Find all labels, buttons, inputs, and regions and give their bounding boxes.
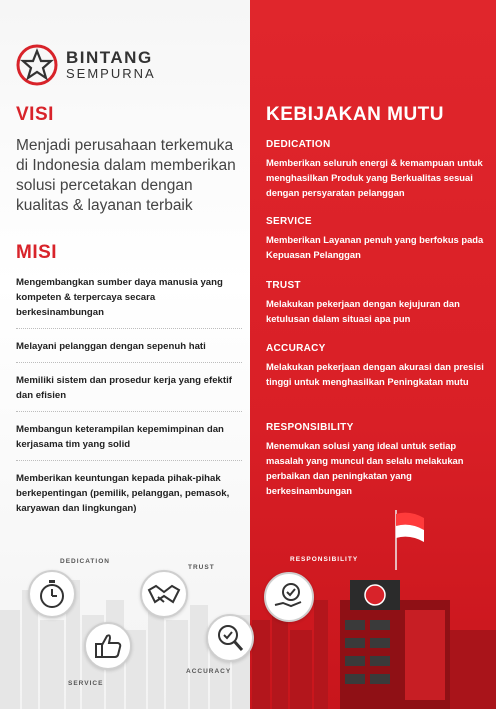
misi-item: Memiliki sistem dan prosedur kerja yang efektif dan efisien [16,373,242,412]
accuracy-label: ACCURACY [186,668,232,675]
visi-title: VISI [16,104,54,125]
kebijakan-title: KEBIJAKAN MUTU [266,104,444,125]
handshake-icon [146,576,182,612]
kebijakan-head: TRUST [266,280,301,291]
star-logo-icon [16,44,58,86]
kebijakan-item-accuracy [266,342,488,389]
accuracy-circle [206,614,254,662]
hand-check-icon [271,579,307,615]
kebijakan-head: SERVICE [266,216,312,227]
trust-label: TRUST [188,564,215,571]
thumbs-up-icon [90,628,126,664]
stopwatch-icon [34,576,70,612]
brand-logo [16,44,156,86]
kebijakan-desc: Menemukan solusi yang ideal untuk setiap masalah yang muncul dan selalu melakukan perbaikan dan peningkatan yang berkesinambungan [266,440,464,496]
visi-text: Menjadi perusahaan terkemuka di Indonesia dalam memberikan solusi percetakan dengan kualitas & layanan terbaik [16,137,236,214]
brand-name-line2: SEMPURNA [66,66,156,81]
brand-name-line1: BINTANG [66,48,153,67]
misi-item: Mengembangkan sumber daya manusia yang kompeten & terpercaya secara berkesinambungan [16,275,242,329]
misi-list [16,275,242,534]
kebijakan-desc: Melakukan pekerjaan dengan akurasi dan presisi tinggi untuk menghasilkan Peningkatan mutu [266,361,484,387]
misi-item: Membangun keterampilan kepemimpinan dan kerjasama tim yang solid [16,422,242,461]
kebijakan-desc: Melakukan pekerjaan dengan kejujuran dan ketulusan dalam situasi apa pun [266,298,460,324]
misi-item: Memberikan keuntungan kepada pihak-pihak berkepentingan (pemilik, pelanggan, pemasok, karyawan dan lingkungan) [16,473,230,514]
trust-circle [140,570,188,618]
dedication-circle [28,570,76,618]
kebijakan-item-trust [266,279,488,326]
kebijakan-item-responsibility [266,421,488,498]
kebijakan-desc: Memberikan seluruh energi & kemampuan untuk menghasilkan Produk yang Berkualitas sesuai dengan persyaratan pelanggan [266,157,483,198]
kebijakan-desc: Memberikan Layanan penuh yang berfokus pada Kepuasan Pelanggan [266,234,484,260]
kebijakan-item-dedication [266,138,488,200]
kebijakan-item-service [266,215,488,262]
kebijakan-head: DEDICATION [266,139,331,150]
magnifier-check-icon [212,620,248,656]
misi-title: MISI [16,242,58,263]
responsibility-label: RESPONSIBILITY [290,556,359,563]
misi-item: Melayani pelanggan dengan sepenuh hati [16,339,242,363]
service-circle [84,622,132,670]
dedication-label: DEDICATION [60,558,110,565]
kebijakan-head: RESPONSIBILITY [266,422,354,433]
service-label: SERVICE [68,680,104,687]
responsibility-circle [264,572,314,622]
kebijakan-head: ACCURACY [266,343,326,354]
